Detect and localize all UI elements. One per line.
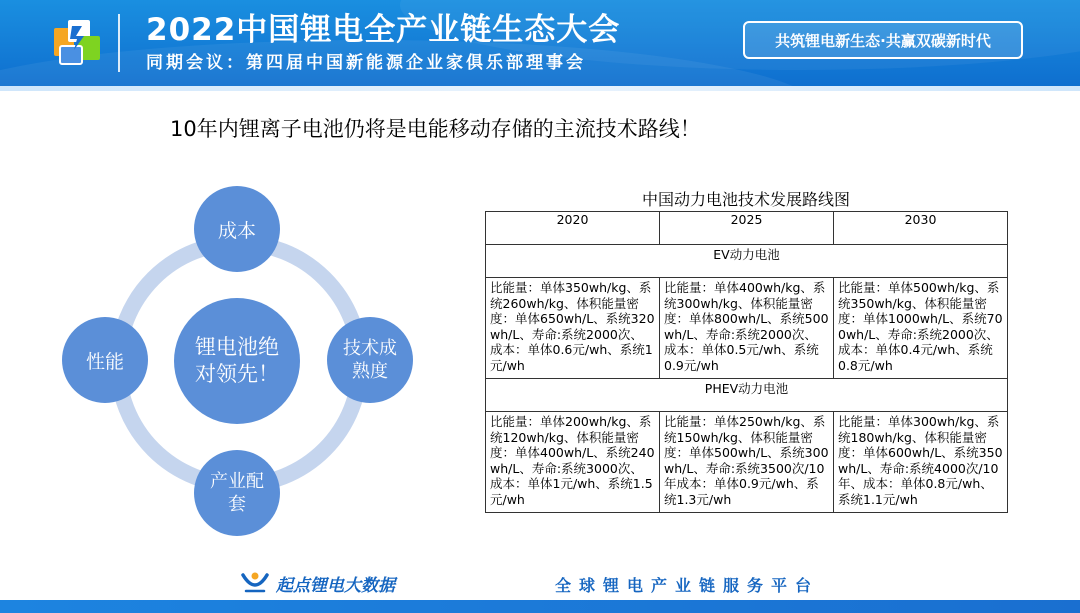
table-cell: 比能量：单体200wh/kg、系统120wh/kg、体积能量密度：单体400wh/L、系统240wh/L、寿命:系统3000次、成本：单体1元/wh、系统1.5元/wh (486, 412, 660, 513)
column-header: 2025 (660, 212, 834, 245)
column-header: 2020 (486, 212, 660, 245)
diagram-node-cost: 成本 (194, 186, 280, 272)
table-cell: 比能量：单体400wh/kg、系统300wh/kg、体积能量密度：单体800wh/L、系统500wh/L、寿命:系统2000次、成本：单体0.5元/wh、系统0.9元/wh (660, 278, 834, 379)
section-label: EV动力电池 (486, 245, 1008, 278)
table-cell: 比能量：单体250wh/kg、系统150wh/kg、体积能量密度：单体500wh/L、系统300wh/L、寿命:系统3500次/10年成本：单体0.9元/wh、系统1.3元/wh (660, 412, 834, 513)
table-cell: 比能量：单体500wh/kg、系统350wh/kg、体积能量密度：单体1000wh/L、系统700wh/L、寿命:系统2000次、成本：单体0.4元/wh、系统0.8元/wh (834, 278, 1008, 379)
battery-roadmap-table (485, 211, 1008, 513)
section-row-ev (486, 245, 1008, 278)
conference-logo-icon (50, 14, 106, 70)
logo-divider (118, 14, 120, 72)
conference-subtitle: 同期会议：第四届中国新能源企业家俱乐部理事会 (146, 53, 586, 73)
qidian-logo-icon (240, 569, 270, 597)
diagram-node-performance: 性能 (62, 317, 148, 403)
section-label: PHEV动力电池 (486, 379, 1008, 412)
table-row (486, 278, 1008, 379)
table-cell: 比能量：单体350wh/kg、系统260wh/kg、体积能量密度：单体650wh/L、系统320wh/L、寿命:系统2000次、成本：单体0.6元/wh、系统1元/wh (486, 278, 660, 379)
header-divider (0, 86, 1080, 91)
table-cell: 比能量：单体300wh/kg、系统180wh/kg、体积能量密度：单体600wh/L、系统350wh/L、寿命:系统4000次/10年、成本：单体0.8元/wh、系统1.1元/wh (834, 412, 1008, 513)
footer-brand (240, 569, 395, 597)
diagram-center-node: 锂电池绝对领先！ (174, 298, 300, 424)
conference-header (0, 0, 1080, 86)
table-header-row (486, 212, 1008, 245)
diagram-node-supply-chain: 产业配套 (194, 450, 280, 536)
footer-platform-tagline: 全球锂电产业链服务平台 (555, 576, 820, 595)
section-row-phev (486, 379, 1008, 412)
slogan-badge: 共筑锂电新生态·共赢双碳新时代 (743, 21, 1023, 59)
table-title: 中国动力电池技术发展路线图 (641, 190, 850, 209)
table-row (486, 412, 1008, 513)
diagram-node-maturity: 技术成熟度 (327, 317, 413, 403)
footer-brand-name: 起点锂电大数据 (276, 575, 395, 596)
conference-title: 2022中国锂电全产业链生态大会 (146, 12, 621, 48)
footer-bar (0, 600, 1080, 613)
slide-headline: 10年内锂离子电池仍将是电能移动存储的主流技术路线！ (170, 117, 701, 141)
column-header: 2030 (834, 212, 1008, 245)
